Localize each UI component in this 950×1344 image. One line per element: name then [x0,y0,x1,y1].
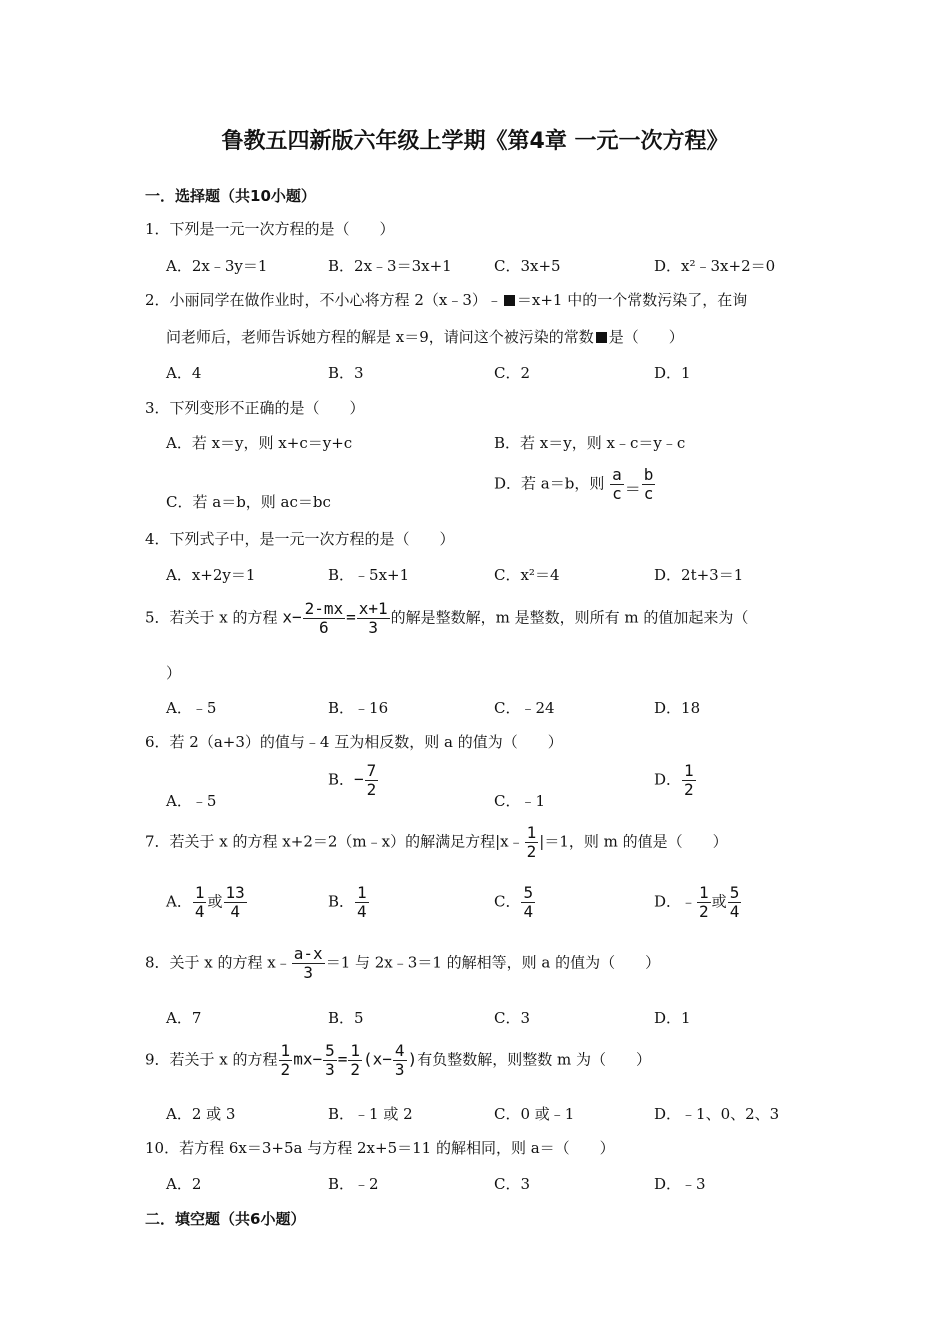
denominator: 6 [319,618,329,637]
numerator: 1 [699,883,709,902]
numerator: 2-mx [304,599,344,618]
denominator: 2 [526,842,537,861]
numerator: x+1 [358,599,388,618]
q8-option-c[interactable]: C．3 [494,1009,531,1027]
question-5-stem [145,600,748,637]
fraction-a-over-c [610,466,624,503]
q9-option-c[interactable]: C．0 或﹣1 [494,1105,575,1123]
question-7-stem [145,824,728,861]
q7-option-d[interactable] [654,884,742,921]
numerator: a-x [293,944,323,963]
fraction-1-over-2 [525,824,539,861]
denominator: 3 [368,618,379,637]
q2-option-c[interactable]: C．2 [494,364,531,382]
q4-option-d[interactable]: D．2t+3＝1 [654,566,744,584]
q3-option-d[interactable] [494,466,656,503]
q6-option-a[interactable]: A．﹣5 [166,792,217,810]
q2-text-part-2: ＝x+1 中的一个常数污染了，在询 [516,291,748,309]
numerator: 1 [526,823,537,842]
numerator: 5 [729,883,740,902]
smudge-square-icon [596,332,607,343]
option-label: B． [328,892,355,911]
q3-option-a[interactable]: A．若 x＝y，则 x+c＝y+c [166,434,353,452]
option-label: D．﹣ [654,892,697,911]
denominator: c [643,484,654,503]
equals-sign: = [337,1049,348,1069]
q9-mx-minus: mx− [293,1049,323,1069]
section-fill-heading: 二．填空题（共6小题） [145,1210,306,1228]
denominator: 2 [366,780,377,799]
option-label: D． [654,770,682,789]
q2-option-b[interactable]: B．3 [328,364,364,382]
denominator: 2 [280,1060,291,1079]
numerator: 13 [225,883,245,902]
or-word: 或 [207,892,223,911]
q5-option-a[interactable]: A．﹣5 [166,699,217,717]
numerator: 5 [325,1041,335,1060]
denominator: 3 [394,1060,405,1079]
numerator: 1 [280,1041,291,1060]
fraction-5-over-4 [521,884,535,921]
denominator: 3 [325,1060,335,1079]
q3-option-c[interactable]: C．若 a＝b，则 ac＝bc [166,493,331,511]
denominator: c [612,484,622,503]
q2-text-part-3: 问老师后，老师告诉她方程的解是 x＝9，请问这个被污染的常数 [166,328,594,346]
q5-option-b[interactable]: B．﹣16 [328,699,389,717]
fraction-5-over-3 [323,1042,337,1079]
question-8-stem [145,945,660,982]
question-4-stem: 4．下列式子中，是一元一次方程的是（ ） [145,530,455,548]
equals-sign: = [346,607,356,627]
q4-option-b[interactable]: B．﹣5x+1 [328,566,410,584]
q1-option-c[interactable]: C．3x+5 [494,257,561,275]
denominator: 2 [699,902,709,921]
option-label: A． [166,892,192,911]
denominator: 4 [357,902,367,921]
q2-option-a[interactable]: A．4 [166,364,202,382]
question-3-stem: 3．下列变形不正确的是（ ） [145,399,365,417]
numerator: 1 [350,1041,361,1060]
equals-sign: ＝ [624,479,641,499]
question-1-stem: 1．下列是一元一次方程的是（ ） [145,220,395,238]
numerator: b [643,465,654,484]
q2-text-part-4: 是（ ） [608,328,684,346]
q2-text-part-1: 2．小丽同学在做作业时，不小心将方程 2（x﹣3）﹣ [145,291,502,309]
q8-suffix: ＝1 与 2x﹣3＝1 的解相等，则 a 的值为（ ） [325,953,661,972]
q7-option-a[interactable] [166,884,248,921]
numerator: 4 [394,1041,405,1060]
q2-option-d[interactable]: D．1 [654,364,691,382]
denominator: 4 [729,902,740,921]
question-2-line-2 [166,326,684,347]
fraction-a-minus-x-over-3 [292,945,325,982]
q5-prefix: 5．若关于 x 的方程 [145,608,278,627]
section-choice-heading: 一．选择题（共10小题） [145,187,316,205]
smudge-square-icon [504,295,515,306]
fraction-1-over-4 [355,884,369,921]
numerator: 1 [194,883,205,902]
numerator: 7 [366,761,377,780]
fraction-5-over-4 [728,884,742,921]
q7-suffix: |＝1，则 m 的值是（ ） [539,832,728,851]
q4-option-a[interactable]: A．x+2y＝1 [166,566,256,584]
q4-option-c[interactable]: C．x²＝4 [494,566,560,584]
q3-option-b[interactable]: B．若 x＝y，则 x﹣c＝y﹣c [494,434,686,452]
q1-option-b[interactable]: B．2x﹣3＝3x+1 [328,257,452,275]
q3-option-d-label: D．若 a＝b，则 [494,474,605,493]
numerator: 5 [523,883,534,902]
page-title: 鲁教五四新版六年级上学期《第4章 一元一次方程》 [221,129,729,154]
denominator: 4 [523,902,534,921]
q5-suffix: 的解是整数解，m 是整数，则所有 m 的值加起来为（ [390,608,749,627]
denominator: 2 [350,1060,361,1079]
numerator: 1 [357,883,367,902]
q10-option-c[interactable]: C．3 [494,1175,531,1193]
fraction-2-mx-over-6 [303,600,346,637]
q8-prefix: 8．关于 x 的方程 x﹣ [145,953,291,972]
denominator: 2 [684,780,694,799]
q9-option-a[interactable]: A．2 或 3 [166,1105,236,1123]
question-9-stem [145,1042,651,1079]
q5-option-d[interactable]: D．18 [654,699,701,717]
q5-close-paren: ） [166,664,182,682]
q1-option-d[interactable]: D．x²﹣3x+2＝0 [654,257,776,275]
q9-close-paren: ) [407,1049,418,1069]
option-label: C． [494,892,521,911]
fraction-4-over-3 [393,1042,407,1079]
question-10-stem: 10．若方程 6x＝3+5a 与方程 2x+5＝11 的解相同，则 a＝（ ） [145,1139,615,1157]
q1-option-a[interactable]: A．2x﹣3y＝1 [166,257,268,275]
q5-x-minus: x− [282,607,302,627]
q8-option-d[interactable]: D．1 [654,1009,691,1027]
q9-option-d[interactable]: D．﹣1、0、2、3 [654,1105,780,1123]
fraction-1-over-2 [279,1042,293,1079]
denominator: 4 [194,902,205,921]
fraction-13-over-4 [224,884,247,921]
option-label: B． [328,770,355,789]
q5-option-c[interactable]: C．﹣24 [494,699,555,717]
q10-option-a[interactable]: A．2 [166,1175,202,1193]
q9-option-b[interactable]: B．﹣1 或 2 [328,1105,413,1123]
fraction-7-over-2 [365,762,379,799]
minus-sign: − [354,769,364,789]
q6-option-d[interactable] [654,762,697,799]
numerator: a [612,465,622,484]
numerator: 1 [684,761,694,780]
or-word: 或 [711,892,727,911]
q8-option-b[interactable]: B．5 [328,1009,364,1027]
q7-option-b[interactable] [328,884,370,921]
question-6-stem: 6．若 2（a+3）的值与﹣4 互为相反数，则 a 的值为（ ） [145,733,563,751]
q8-option-a[interactable]: A．7 [166,1009,202,1027]
fraction-1-over-2 [682,762,696,799]
denominator: 4 [230,902,240,921]
fraction-1-over-2 [697,884,711,921]
q6-option-b[interactable] [328,762,379,799]
fraction-1-over-4 [193,884,207,921]
q7-option-c[interactable] [494,884,536,921]
q10-option-d[interactable]: D．﹣3 [654,1175,706,1193]
fraction-b-over-c [642,466,656,503]
q7-prefix: 7．若关于 x 的方程 x+2＝2（m﹣x）的解满足方程|x﹣ [145,832,524,851]
fraction-x-plus-1-over-3 [357,600,390,637]
q6-option-c[interactable]: C．﹣1 [494,792,546,810]
q10-option-b[interactable]: B．﹣2 [328,1175,379,1193]
question-2-line-1 [145,289,747,310]
denominator: 3 [303,963,314,982]
q9-open-paren: (x− [363,1049,392,1069]
fraction-1-over-2 [348,1042,362,1079]
q9-suffix: 有负整数解，则整数 m 为（ ） [417,1050,651,1069]
q9-prefix: 9．若关于 x 的方程 [145,1050,278,1069]
